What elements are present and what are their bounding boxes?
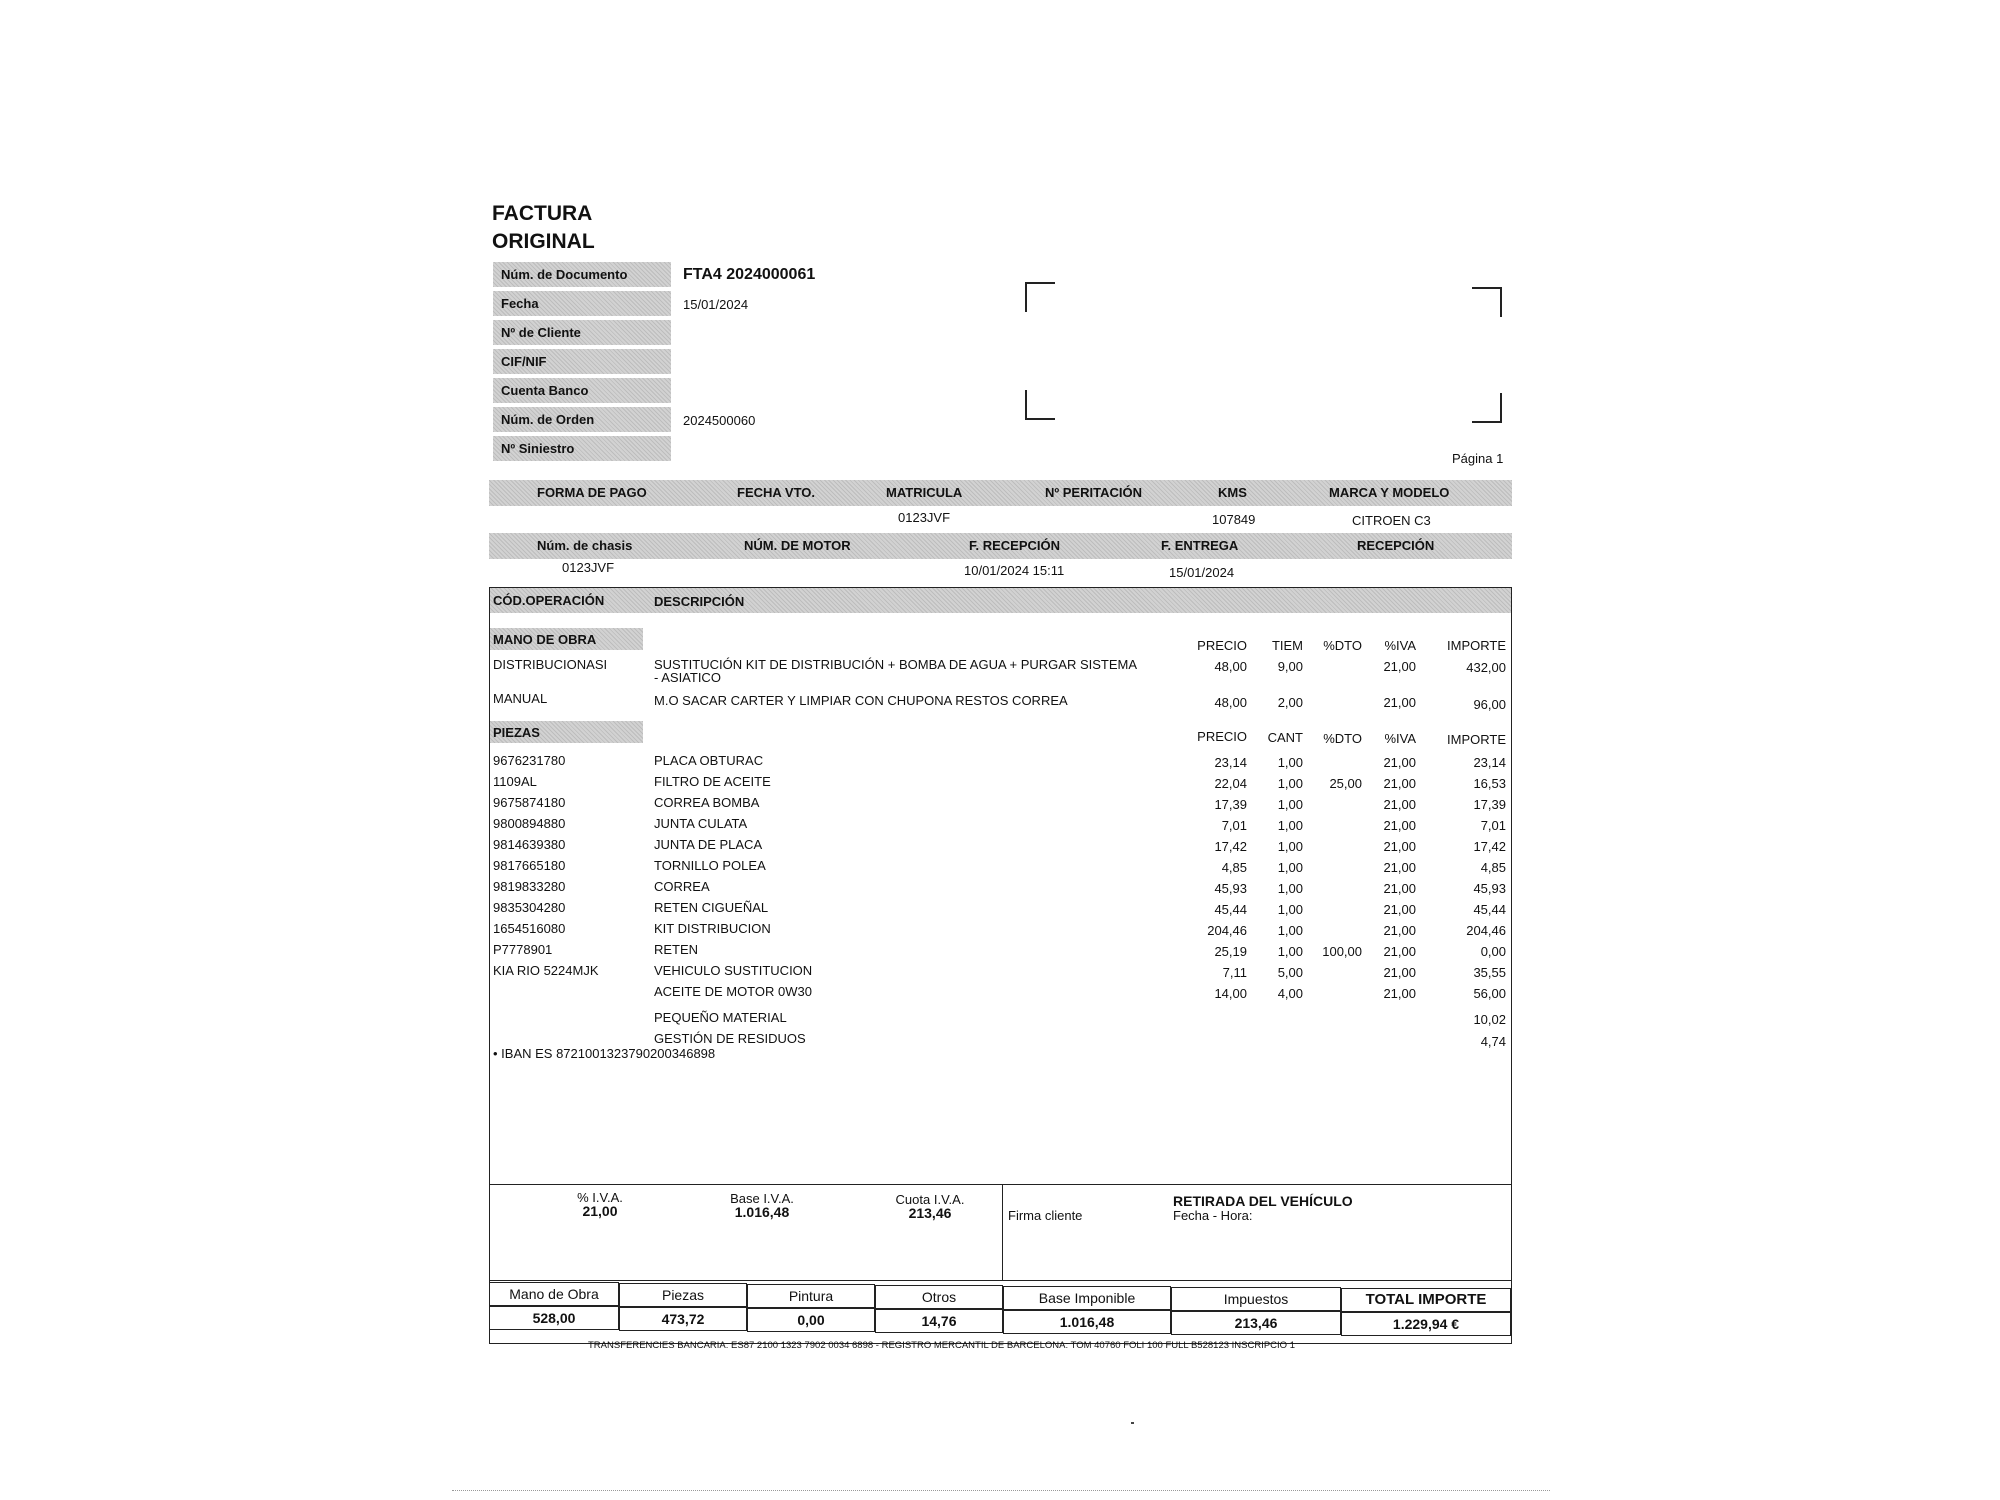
part-precio: 45,93	[1214, 881, 1247, 896]
part-code: 1654516080	[493, 921, 566, 936]
scan-edge-line	[452, 1490, 1550, 1491]
col-recepcion-fecha: F. RECEPCIÓN	[969, 538, 1061, 553]
part-precio: 204,46	[1207, 923, 1247, 938]
part-precio: 7,11	[1222, 965, 1247, 980]
part-desc: CORREA	[654, 879, 710, 894]
vehicle-header-bar	[489, 480, 1512, 506]
field-label-cliente: Nº de Cliente	[493, 320, 671, 345]
col-cod-operacion: CÓD.OPERACIÓN	[493, 593, 605, 608]
part-iva: 21,00	[1383, 944, 1416, 959]
part-code: 9675874180	[493, 795, 566, 810]
labor-iva: 21,00	[1383, 695, 1416, 710]
total-value-otros: 14,76	[875, 1309, 1003, 1333]
labor-desc-cont: - ASIATICO	[654, 670, 721, 685]
col-kms: KMS	[1218, 485, 1247, 500]
part-iva: 21,00	[1383, 776, 1416, 791]
labor-col-tiem: TIEM	[1271, 638, 1303, 653]
part-desc: TORNILLO POLEA	[654, 858, 766, 873]
total-value-mano-obra: 528,00	[489, 1306, 619, 1330]
value-kms: 107849	[1212, 512, 1256, 527]
part-precio: 22,04	[1214, 776, 1247, 791]
title-line-2: ORIGINAL	[492, 230, 595, 253]
parts-col-dto: %DTO	[1323, 731, 1362, 746]
labor-importe: 96,00	[1473, 697, 1506, 712]
labor-section-label: MANO DE OBRA	[493, 632, 597, 647]
labor-iva: 21,00	[1383, 659, 1416, 674]
part-dto: 100,00	[1322, 944, 1362, 959]
part-cant: 1,00	[1277, 776, 1303, 791]
total-label-piezas: Piezas	[619, 1283, 747, 1307]
pickup-date-time-label: Fecha - Hora:	[1173, 1208, 1253, 1223]
extra-importe: 4,74	[1480, 1034, 1506, 1049]
part-cant: 1,00	[1277, 818, 1303, 833]
total-value-total-importe: 1.229,94 €	[1341, 1312, 1511, 1336]
part-code: 9800894880	[493, 816, 566, 831]
part-cant: 1,00	[1277, 902, 1303, 917]
total-label-total-importe: TOTAL IMPORTE	[1341, 1288, 1511, 1312]
part-desc: RETEN CIGUEÑAL	[654, 900, 769, 915]
part-code: 9676231780	[493, 753, 566, 768]
vat-rate-value: 21,00	[582, 1203, 618, 1219]
operations-header-bar	[490, 588, 1511, 613]
part-iva: 21,00	[1383, 902, 1416, 917]
parts-col-importe: IMPORTE	[1447, 732, 1506, 747]
extra-importe: 10,02	[1473, 1012, 1506, 1027]
value-marca-modelo: CITROEN C3	[1352, 513, 1431, 528]
labor-precio: 48,00	[1214, 659, 1247, 674]
part-precio: 7,01	[1221, 818, 1247, 833]
parts-col-iva: %IVA	[1384, 731, 1416, 746]
part-dto: 25,00	[1329, 776, 1362, 791]
part-desc: RETEN	[654, 942, 699, 957]
labor-desc: M.O SACAR CARTER Y LIMPIAR CON CHUPONA RESTOS CORREA	[654, 693, 1068, 708]
corner-mark-top-right	[1472, 287, 1502, 317]
total-label-impuestos: Impuestos	[1171, 1287, 1341, 1311]
part-cant: 4,00	[1277, 986, 1303, 1001]
part-precio: 45,44	[1214, 902, 1247, 917]
labor-desc: SUSTITUCIÓN KIT DE DISTRIBUCIÓN + BOMBA DE AGUA + PURGAR SISTEMA	[654, 657, 1138, 672]
signature-divider	[1002, 1184, 1003, 1280]
part-importe: 204,46	[1466, 923, 1506, 938]
field-label-fecha: Fecha	[493, 291, 671, 316]
labor-code: DISTRIBUCIONASI	[493, 657, 608, 672]
total-label-base-imponible: Base Imponible	[1003, 1286, 1171, 1310]
part-iva: 21,00	[1383, 755, 1416, 770]
part-code: 9835304280	[493, 900, 566, 915]
signature-label: Firma cliente	[1008, 1208, 1083, 1223]
part-cant: 1,00	[1277, 860, 1303, 875]
part-code: 9817665180	[493, 858, 566, 873]
labor-col-importe: IMPORTE	[1447, 638, 1506, 653]
corner-mark-top-left	[1025, 282, 1055, 312]
col-motor: NÚM. DE MOTOR	[744, 538, 851, 553]
part-precio: 23,14	[1214, 755, 1247, 770]
part-code: 9819833280	[493, 879, 566, 894]
part-importe: 16,53	[1473, 776, 1506, 791]
labor-code: MANUAL	[493, 691, 548, 706]
total-value-pintura: 0,00	[747, 1308, 875, 1332]
total-label-otros: Otros	[875, 1285, 1003, 1309]
field-value-orden: 2024500060	[683, 413, 756, 428]
field-label-siniestro: Nº Siniestro	[493, 436, 671, 461]
labor-tiem: 2,00	[1277, 695, 1303, 710]
part-importe: 35,55	[1473, 965, 1506, 980]
col-matricula: MATRICULA	[886, 485, 963, 500]
part-iva: 21,00	[1383, 860, 1416, 875]
document-title	[492, 200, 595, 256]
part-cant: 1,00	[1277, 797, 1303, 812]
part-precio: 17,39	[1214, 797, 1247, 812]
part-iva: 21,00	[1383, 881, 1416, 896]
part-importe: 45,44	[1473, 902, 1506, 917]
vat-base-label: Base I.V.A.	[730, 1191, 794, 1206]
total-value-impuestos: 213,46	[1171, 1311, 1341, 1335]
labor-col-iva: %IVA	[1384, 638, 1416, 653]
part-cant: 1,00	[1277, 881, 1303, 896]
footer-bank-registry: TRANSFERENCIES BANCARIA: ES87 2100 1323 7902 0034 6898 - REGISTRO MERCANTIL DE BARCELONA: TOM 40760 FOLI 100 FULL B528123 INSCRIPCIO 1	[588, 1340, 1295, 1351]
value-matricula: 0123JVF	[898, 510, 951, 525]
part-importe: 23,14	[1473, 755, 1506, 770]
labor-tiem: 9,00	[1277, 659, 1303, 674]
col-peritacion: Nº PERITACIÓN	[1045, 485, 1142, 500]
total-label-pintura: Pintura	[747, 1284, 875, 1308]
col-fecha-vto: FECHA VTO.	[737, 485, 816, 500]
page-number: Página 1	[1452, 451, 1504, 466]
vat-quota-value: 213,46	[908, 1205, 952, 1221]
corner-mark-bottom-left	[1025, 390, 1055, 420]
total-value-base-imponible: 1.016,48	[1003, 1310, 1171, 1334]
part-precio: 4,85	[1221, 860, 1247, 875]
part-desc: PLACA OBTURAC	[654, 753, 764, 768]
part-desc: VEHICULO SUSTITUCION	[654, 963, 813, 978]
part-cant: 1,00	[1277, 755, 1303, 770]
part-importe: 7,01	[1480, 818, 1506, 833]
labor-col-dto: %DTO	[1323, 638, 1362, 653]
part-desc: CORREA BOMBA	[654, 795, 760, 810]
part-desc: KIT DISTRIBUCION	[654, 921, 771, 936]
parts-col-cant: CANT	[1267, 730, 1303, 745]
part-code: P7778901	[493, 942, 553, 957]
value-f-entrega: 15/01/2024	[1169, 565, 1235, 580]
extra-desc: PEQUEÑO MATERIAL	[654, 1010, 787, 1025]
extra-desc: GESTIÓN DE RESIDUOS	[654, 1031, 806, 1046]
labor-col-precio: PRECIO	[1197, 638, 1247, 653]
part-iva: 21,00	[1383, 839, 1416, 854]
part-precio: 14,00	[1214, 986, 1247, 1001]
part-cant: 1,00	[1277, 923, 1303, 938]
operations-box	[489, 587, 1512, 1344]
value-f-recepcion: 10/01/2024 15:11	[964, 563, 1065, 578]
total-value-piezas: 473,72	[619, 1307, 747, 1331]
corner-mark-bottom-right	[1472, 393, 1502, 423]
parts-section-label: PIEZAS	[493, 725, 540, 740]
part-iva: 21,00	[1383, 965, 1416, 980]
part-cant: 1,00	[1277, 944, 1303, 959]
part-iva: 21,00	[1383, 986, 1416, 1001]
vat-quota-label: Cuota I.V.A.	[895, 1192, 965, 1207]
part-desc: JUNTA DE PLACA	[654, 837, 763, 852]
part-iva: 21,00	[1383, 923, 1416, 938]
part-code: 1109AL	[493, 774, 537, 789]
chassis-header-bar	[489, 533, 1512, 559]
part-cant: 1,00	[1277, 839, 1303, 854]
col-descripcion: DESCRIPCIÓN	[654, 594, 745, 609]
part-precio: 17,42	[1214, 839, 1247, 854]
part-code: 9814639380	[493, 837, 566, 852]
part-importe: 4,85	[1480, 860, 1506, 875]
field-value-fecha: 15/01/2024	[683, 297, 749, 312]
vat-rate-label: % I.V.A.	[577, 1190, 623, 1205]
field-label-orden: Núm. de Orden	[493, 407, 671, 432]
part-importe: 56,00	[1473, 986, 1506, 1001]
part-importe: 45,93	[1473, 881, 1506, 896]
col-recepcion: RECEPCIÓN	[1357, 538, 1435, 553]
total-label-mano-obra: Mano de Obra	[489, 1282, 619, 1306]
col-entrega: F. ENTREGA	[1161, 538, 1239, 553]
col-marca-modelo: MARCA Y MODELO	[1329, 485, 1450, 500]
part-cant: 5,00	[1277, 965, 1303, 980]
summary-divider	[490, 1184, 1511, 1185]
iban-note: • IBAN ES 8721001323790200346898	[493, 1046, 716, 1061]
scan-speck	[1131, 1422, 1134, 1424]
field-label-cuenta: Cuenta Banco	[493, 378, 671, 403]
part-iva: 21,00	[1383, 818, 1416, 833]
part-iva: 21,00	[1383, 797, 1416, 812]
part-desc: ACEITE DE MOTOR 0W30	[654, 984, 812, 999]
field-label-cif: CIF/NIF	[493, 349, 671, 374]
col-forma-pago: FORMA DE PAGO	[537, 485, 647, 500]
part-importe: 0,00	[1480, 944, 1506, 959]
labor-precio: 48,00	[1214, 695, 1247, 710]
labor-importe: 432,00	[1466, 660, 1506, 675]
col-chasis: Núm. de chasis	[537, 538, 633, 553]
totals-divider	[490, 1280, 1511, 1281]
part-precio: 25,19	[1214, 944, 1247, 959]
part-code: KIA RIO 5224MJK	[493, 963, 599, 978]
vehicle-pickup-title: RETIRADA DEL VEHÍCULO	[1173, 1193, 1353, 1209]
part-importe: 17,42	[1473, 839, 1506, 854]
vat-base-value: 1.016,48	[734, 1204, 790, 1220]
field-label-documento: Núm. de Documento	[493, 262, 671, 287]
part-desc: FILTRO DE ACEITE	[654, 774, 771, 789]
value-chasis: 0123JVF	[562, 560, 615, 575]
part-importe: 17,39	[1473, 797, 1506, 812]
parts-col-precio: PRECIO	[1197, 729, 1247, 744]
field-value-documento: FTA4 2024000061	[683, 266, 816, 283]
title-line-1: FACTURA	[492, 202, 593, 225]
part-desc: JUNTA CULATA	[654, 816, 748, 831]
